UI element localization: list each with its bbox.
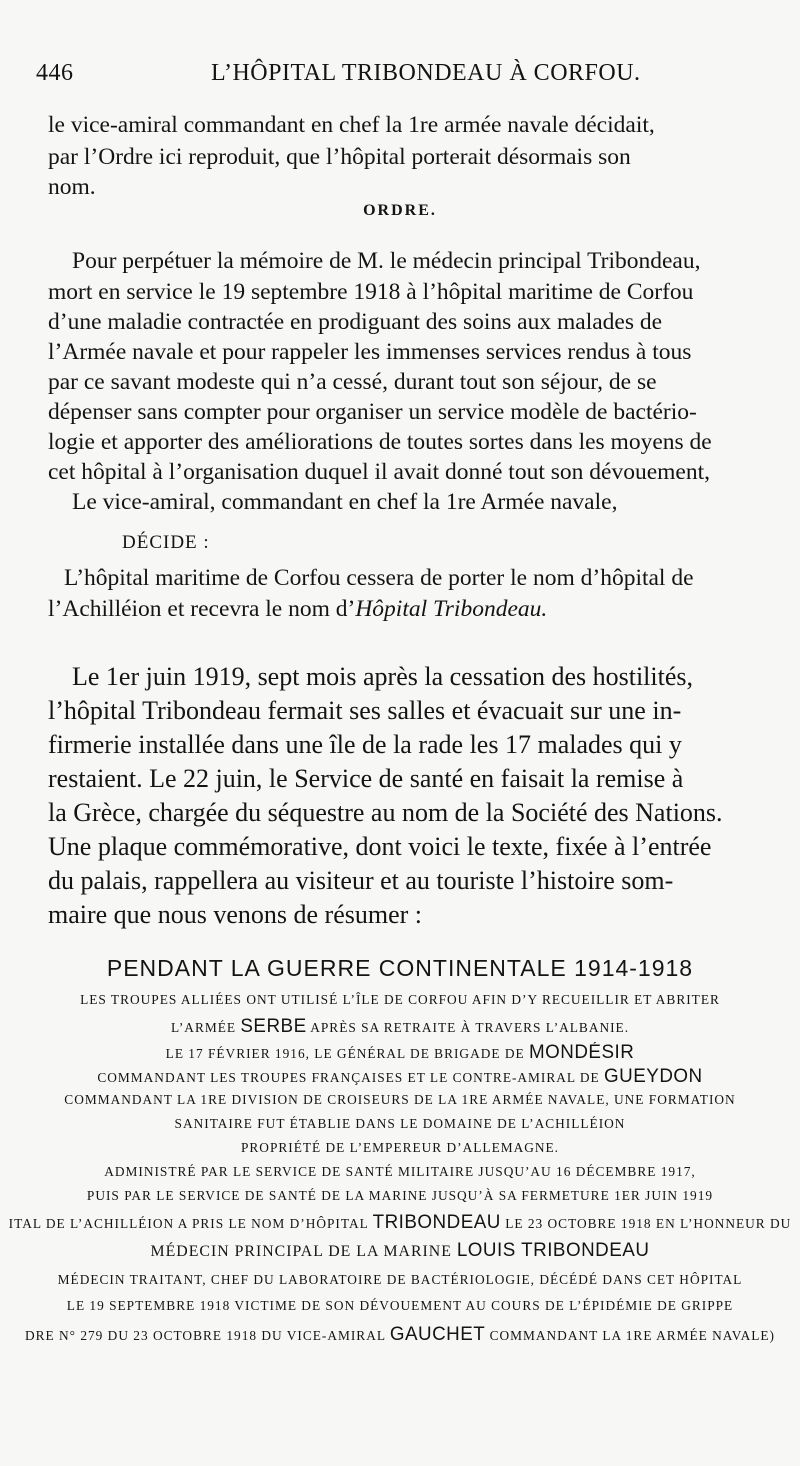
page-number: 446	[36, 60, 74, 86]
plaque-text: ITAL DE L’ACHILLÉION A PRIS LE NOM D’HÔPITAL	[8, 1216, 373, 1231]
plaque-name: GUEYDON	[604, 1066, 703, 1087]
decide-heading: DÉCIDE :	[122, 532, 210, 553]
plaque-text: LE 17 FÉVRIER 1916, LE GÉNÉRAL DE BRIGADE DE	[165, 1046, 529, 1061]
plaque-name: GAUCHET	[389, 1324, 486, 1345]
plaque-title: PENDANT LA GUERRE CONTINENTALE 1914-1918	[106, 955, 694, 981]
body-line: maire que nous venons de résumer :	[48, 900, 423, 929]
decision-line	[48, 594, 776, 624]
plaque-line: ADMINISTRÉ PAR LE SERVICE DE SANTÉ MILITAIRE JUSQU’AU 16 DÉCEMBRE 1917,	[104, 1164, 696, 1179]
plaque-line	[4, 1066, 796, 1088]
plaque-name: MONDÉSIR	[528, 1042, 635, 1063]
plaque-line	[4, 1212, 796, 1234]
body-line: l’hôpital Tribondeau fermait ses salles et évacuait sur une in-	[48, 696, 682, 725]
ordre-line: dépenser sans compter pour organiser un service modèle de bactério-	[48, 399, 697, 425]
plaque-text: COMMANDANT LES TROUPES FRANÇAISES ET LE CONTRE-AMIRAL DE	[97, 1070, 605, 1085]
decision-line: L’hôpital maritime de Corfou cessera de porter le nom d’hôpital de	[64, 565, 694, 591]
decision-text: l’Achilléion et recevra le nom d’	[48, 596, 356, 622]
plaque-text: L’ARMÉE	[170, 1020, 241, 1035]
plaque-line	[4, 1042, 796, 1064]
ordre-line: logie et apporter des améliorations de toutes sortes dans les moyens de	[48, 429, 712, 455]
plaque-line: LE 19 SEPTEMBRE 1918 VICTIME DE SON DÉVOUEMENT AU COURS DE L’ÉPIDÉMIE DE GRIPPE	[66, 1298, 734, 1313]
body-line: Une plaque commémorative, dont voici le texte, fixée à l’entrée	[48, 832, 712, 861]
plaque-line	[4, 1016, 796, 1038]
plaque-text: COMMANDANT LA 1RE ARMÉE NAVALE)	[485, 1328, 776, 1343]
plaque-name: LOUIS TRIBONDEAU	[456, 1240, 650, 1261]
ordre-line: Pour perpétuer la mémoire de M. le médecin principal Tribondeau,	[72, 248, 701, 274]
body-line: firmerie installée dans une île de la rade les 17 malades qui y	[48, 730, 682, 759]
intro-line: le vice-amiral commandant en chef la 1re armée navale décidait,	[48, 112, 655, 138]
plaque-line: COMMANDANT LA 1RE DIVISION DE CROISEURS DE LA 1RE ARMÉE NAVALE, UNE FORMATION	[64, 1092, 736, 1107]
ordre-line: cet hôpital à l’organisation duquel il avait donné tout son dévouement,	[48, 459, 710, 485]
plaque-text: DRE N° 279 DU 23 OCTOBRE 1918 DU VICE-AMIRAL	[24, 1328, 390, 1343]
ordre-line: d’une maladie contractée en prodiguant des soins aux malades de	[48, 309, 663, 335]
plaque-line: LES TROUPES ALLIÉES ONT UTILISÉ L’ÎLE DE CORFOU AFIN D’Y RECUEILLIR ET ABRITER	[80, 992, 720, 1007]
ordre-line: l’Armée navale et pour rappeler les immenses services rendus à tous	[48, 339, 692, 365]
plaque-text: MÉDECIN PRINCIPAL DE LA MARINE	[150, 1243, 457, 1260]
intro-line: nom.	[48, 174, 96, 200]
plaque-line: PUIS PAR LE SERVICE DE SANTÉ DE LA MARINE JUSQU’À SA FERMETURE 1ER JUIN 1919	[86, 1188, 714, 1203]
plaque-name: SERBE	[240, 1016, 307, 1037]
plaque-name: TRIBONDEAU	[372, 1212, 501, 1233]
plaque-text: LE 23 OCTOBRE 1918 EN L’HONNEUR DU	[500, 1216, 792, 1231]
intro-line: par l’Ordre ici reproduit, que l’hôpital porterait désormais son	[48, 144, 631, 170]
plaque-line	[4, 1324, 796, 1346]
ordre-line: Le vice-amiral, commandant en chef la 1re Armée navale,	[72, 489, 618, 515]
body-line: la Grèce, chargée du séquestre au nom de la Société des Nations.	[48, 798, 723, 827]
body-line: Le 1er juin 1919, sept mois après la cessation des hostilités,	[72, 662, 693, 691]
ordre-line: mort en service le 19 septembre 1918 à l’hôpital maritime de Corfou	[48, 279, 694, 305]
plaque-line: MÉDECIN TRAITANT, CHEF DU LABORATOIRE DE BACTÉRIOLOGIE, DÉCÉDÉ DANS CET HÔPITAL	[57, 1272, 743, 1287]
plaque-line: PROPRIÉTÉ DE L’EMPEREUR D’ALLEMAGNE.	[240, 1140, 560, 1155]
page-header	[36, 60, 776, 92]
hospital-name: Hôpital Tribondeau.	[355, 596, 548, 622]
plaque-text: APRÈS SA RETRAITE À TRAVERS L’ALBANIE.	[306, 1020, 630, 1035]
body-line: du palais, rappellera au visiteur et au touriste l’histoire som-	[48, 866, 674, 895]
ordre-heading: ORDRE.	[363, 202, 437, 219]
plaque-line: SANITAIRE FUT ÉTABLIE DANS LE DOMAINE DE L’ACHILLÉION	[174, 1116, 626, 1131]
body-line: restaient. Le 22 juin, le Service de santé en faisait la remise à	[48, 764, 684, 793]
plaque-line	[4, 1240, 796, 1262]
running-title: L’HÔPITAL TRIBONDEAU À CORFOU.	[211, 60, 641, 86]
ordre-line: par ce savant modeste qui n’a cessé, durant tout son séjour, de se	[48, 369, 657, 395]
